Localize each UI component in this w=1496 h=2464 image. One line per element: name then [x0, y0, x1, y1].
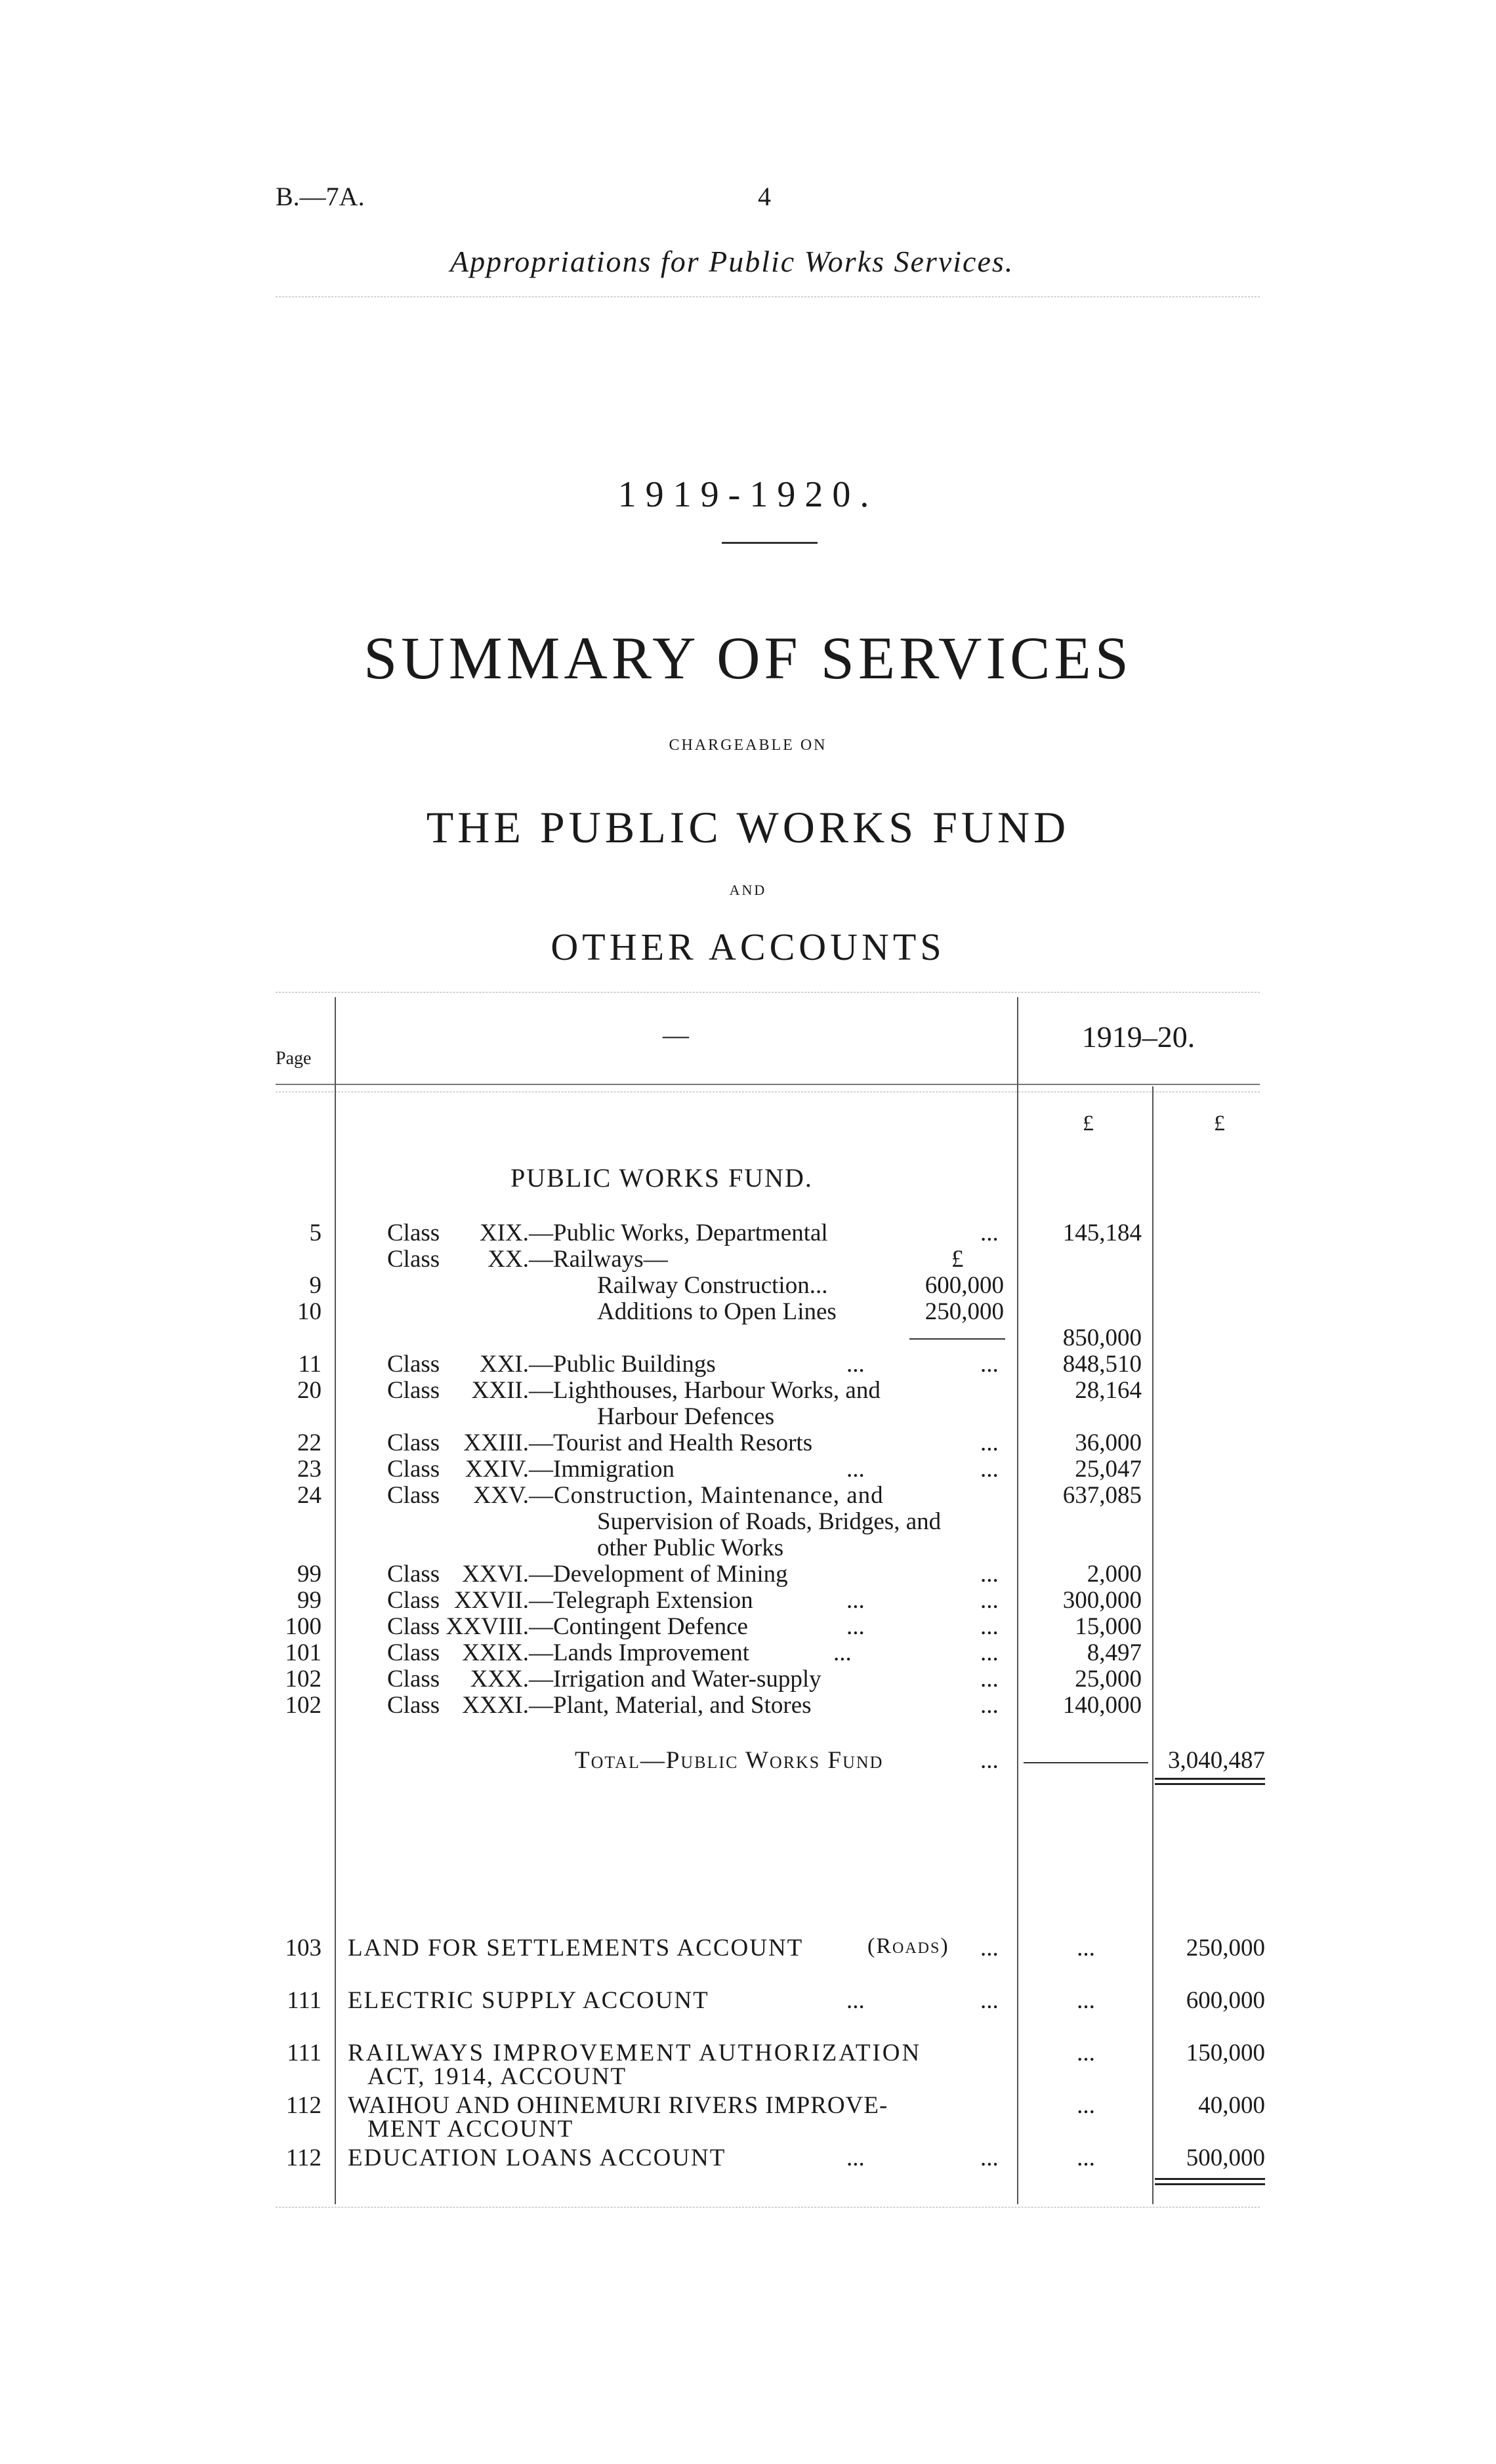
class-description: —Public Works, Departmental — [529, 1220, 828, 1246]
class-number: XXVI. — [462, 1561, 529, 1588]
class-label: Class — [387, 1246, 440, 1273]
leader-dots: ... — [846, 1613, 865, 1640]
amount: 140,000 — [1062, 1692, 1142, 1719]
page-column-divider — [335, 997, 336, 2204]
account-name: WAIHOU AND OHINEMURI RIVERS IMPROVE- — [348, 2092, 888, 2119]
amount: 15,000 — [1075, 1613, 1142, 1640]
chargeable-on-label: CHARGEABLE ON — [669, 737, 827, 754]
amount-column-divider — [1017, 997, 1018, 2204]
leader-dots: ... — [980, 1587, 999, 1614]
leader-dots: ... — [980, 1456, 999, 1483]
amount: 36,000 — [1075, 1429, 1142, 1456]
class-description: —Tourist and Health Resorts — [529, 1429, 813, 1456]
total-label: Total—Public Works Fund — [575, 1747, 884, 1774]
class-number: XXIII. — [463, 1429, 529, 1456]
class-description-continued: Supervision of Roads, Bridges, and — [597, 1508, 942, 1535]
class-number: XXVII. — [453, 1587, 529, 1614]
empty-cell-dots: ... — [1077, 1987, 1095, 2014]
amount: 8,497 — [1087, 1639, 1142, 1666]
class-number: XXIX. — [462, 1639, 529, 1666]
amount: 145,184 — [1062, 1220, 1142, 1246]
page-ref: 20 — [297, 1377, 322, 1404]
column-header-year: 1919–20. — [1081, 1020, 1195, 1054]
document-reference: B.—7A. — [276, 182, 365, 211]
class-label: Class — [387, 1351, 440, 1378]
leader-dots: ... — [980, 1987, 999, 2014]
amount: 2,000 — [1087, 1561, 1142, 1588]
class-number: XXIV. — [465, 1456, 529, 1483]
account-name-suffix: (Roads) — [867, 1934, 949, 1958]
page-ref: 101 — [285, 1639, 322, 1666]
class-number: XXI. — [479, 1351, 529, 1378]
page-ref: 9 — [309, 1272, 322, 1299]
class-number: XXV. — [473, 1482, 529, 1509]
empty-cell-dots: ... — [1077, 1935, 1095, 1961]
class-number: XX. — [488, 1246, 529, 1273]
sub-currency-symbol: £ — [951, 1246, 964, 1273]
class-label: Class — [387, 1666, 440, 1693]
account-amount: 150,000 — [1186, 2040, 1265, 2066]
account-name: LAND FOR SETTLEMENTS ACCOUNT — [348, 1935, 804, 1961]
account-name: ELECTRIC SUPPLY ACCOUNT — [348, 1987, 709, 2014]
page-ref: 111 — [287, 1987, 322, 2014]
subtotal-rule — [909, 1338, 1005, 1340]
class-description-continued: Harbour Defences — [597, 1403, 775, 1430]
fiscal-year-title: 1919-1920. — [617, 474, 879, 515]
total-double-rule — [1155, 1783, 1265, 1785]
page-ref: 111 — [287, 2040, 322, 2066]
page-ref: 100 — [285, 1613, 322, 1640]
page-ref: 11 — [298, 1351, 322, 1378]
leader-dots: ... — [980, 1429, 999, 1456]
amount: 28,164 — [1075, 1377, 1142, 1404]
class-description: —Immigration — [529, 1456, 675, 1483]
leader-dots: ... — [980, 1747, 999, 1774]
page-ref: 112 — [285, 2092, 322, 2119]
page-ref: 112 — [285, 2145, 322, 2171]
page-ref: 103 — [285, 1935, 322, 1961]
leader-dots: ... — [980, 2145, 999, 2171]
class-label: Class — [387, 1561, 440, 1588]
leader-dots: ... — [980, 1351, 999, 1378]
leader-dots: ... — [980, 1220, 999, 1246]
total-rule — [1024, 1762, 1148, 1763]
amount: 25,047 — [1075, 1456, 1142, 1483]
account-amount: 500,000 — [1186, 2145, 1265, 2171]
class-description: —Lands Improvement — [529, 1639, 749, 1666]
leader-dots: ... — [980, 1639, 999, 1666]
class-label: Class — [387, 1639, 440, 1666]
class-description: —Plant, Material, and Stores — [529, 1692, 812, 1719]
other-accounts-heading: OTHER ACCOUNTS — [551, 926, 945, 968]
fund-heading: THE PUBLIC WORKS FUND — [426, 802, 1070, 852]
class-description: —Construction, Maintenance, and — [529, 1482, 884, 1509]
class-description: —Public Buildings — [529, 1351, 716, 1378]
leader-dots: ... — [980, 1692, 999, 1719]
account-amount: 40,000 — [1198, 2092, 1265, 2119]
page-ref: 24 — [297, 1482, 322, 1509]
class-number: XXXI. — [462, 1692, 529, 1719]
final-double-rule — [1155, 2183, 1265, 2185]
class-description: —Development of Mining — [529, 1561, 788, 1588]
page-ref: 5 — [309, 1220, 322, 1246]
class-description: —Irrigation and Water-supply — [529, 1666, 821, 1693]
class-description-continued: other Public Works — [597, 1534, 784, 1561]
total-column-divider — [1152, 1086, 1153, 2204]
leader-dots: ... — [846, 2145, 865, 2171]
currency-symbol: £ — [1083, 1111, 1094, 1136]
leader-dots: ... — [833, 1639, 852, 1666]
sub-item: Additions to Open Lines — [597, 1298, 837, 1325]
leader-dots: ... — [980, 1613, 999, 1640]
column-header-description: — — [663, 1020, 689, 1050]
running-title: Appropriations for Public Works Services. — [450, 245, 1014, 278]
page-number: 4 — [758, 182, 771, 211]
account-amount: 600,000 — [1186, 1987, 1265, 2014]
leader-dots: ... — [846, 1351, 865, 1378]
amount: 850,000 — [1062, 1324, 1142, 1351]
title-rule — [722, 542, 818, 544]
sub-item: Railway Construction... — [597, 1272, 828, 1299]
class-number: XXX. — [470, 1666, 529, 1693]
page-ref: 102 — [285, 1692, 322, 1719]
leader-dots: ... — [980, 1561, 999, 1588]
leader-dots: ... — [980, 1666, 999, 1693]
page-ref: 23 — [297, 1456, 322, 1483]
class-number: XIX. — [479, 1220, 529, 1246]
class-description: —Lighthouses, Harbour Works, and — [529, 1377, 881, 1404]
page-ref: 102 — [285, 1666, 322, 1693]
amount: 300,000 — [1062, 1587, 1142, 1614]
account-name: EDUCATION LOANS ACCOUNT — [348, 2145, 726, 2171]
page-ref: 99 — [297, 1587, 322, 1614]
empty-cell-dots: ... — [1077, 2145, 1095, 2171]
class-label: Class — [387, 1613, 440, 1640]
page-ref: 99 — [297, 1561, 322, 1588]
account-name-continued: MENT ACCOUNT — [367, 2116, 574, 2143]
table-header-rule — [276, 1084, 1260, 1085]
class-label: Class — [387, 1456, 440, 1483]
sub-amount: 600,000 — [925, 1272, 1004, 1299]
column-header-page: Page — [276, 1048, 312, 1069]
and-label: AND — [729, 882, 767, 898]
class-label: Class — [387, 1377, 440, 1404]
amount: 637,085 — [1062, 1482, 1142, 1509]
class-description: —Contingent Defence — [529, 1613, 748, 1640]
table-top-rule — [276, 992, 1260, 993]
section-heading: PUBLIC WORKS FUND. — [510, 1163, 813, 1193]
amount: 25,000 — [1075, 1666, 1142, 1693]
total-amount: 3,040,487 — [1168, 1747, 1265, 1774]
leader-dots: ... — [846, 1987, 865, 2014]
account-name: RAILWAYS IMPROVEMENT AUTHORIZATION — [348, 2040, 922, 2066]
leader-dots: ... — [846, 1456, 865, 1483]
empty-cell-dots: ... — [1077, 2092, 1095, 2119]
empty-cell-dots: ... — [1077, 2040, 1095, 2066]
class-label: Class — [387, 1692, 440, 1719]
class-label: Class — [387, 1429, 440, 1456]
page-ref: 10 — [297, 1298, 322, 1325]
class-description: —Railways— — [529, 1246, 668, 1273]
leader-dots: ... — [846, 1587, 865, 1614]
summary-heading: SUMMARY OF SERVICES — [364, 625, 1132, 691]
class-number: XXVIII. — [446, 1613, 529, 1640]
currency-symbol: £ — [1214, 1111, 1225, 1136]
final-double-rule — [1155, 2178, 1265, 2180]
total-double-rule — [1155, 1778, 1265, 1780]
sub-amount: 250,000 — [925, 1298, 1004, 1325]
amount: 848,510 — [1062, 1351, 1142, 1378]
class-description: —Telegraph Extension — [529, 1587, 753, 1614]
class-label: Class — [387, 1220, 440, 1246]
class-label: Class — [387, 1482, 440, 1509]
page-ref: 22 — [297, 1429, 322, 1456]
class-number: XXII. — [471, 1377, 529, 1404]
class-label: Class — [387, 1587, 440, 1614]
account-name-continued: ACT, 1914, ACCOUNT — [367, 2063, 627, 2090]
leader-dots: ... — [980, 1935, 999, 1961]
account-amount: 250,000 — [1186, 1935, 1265, 1961]
